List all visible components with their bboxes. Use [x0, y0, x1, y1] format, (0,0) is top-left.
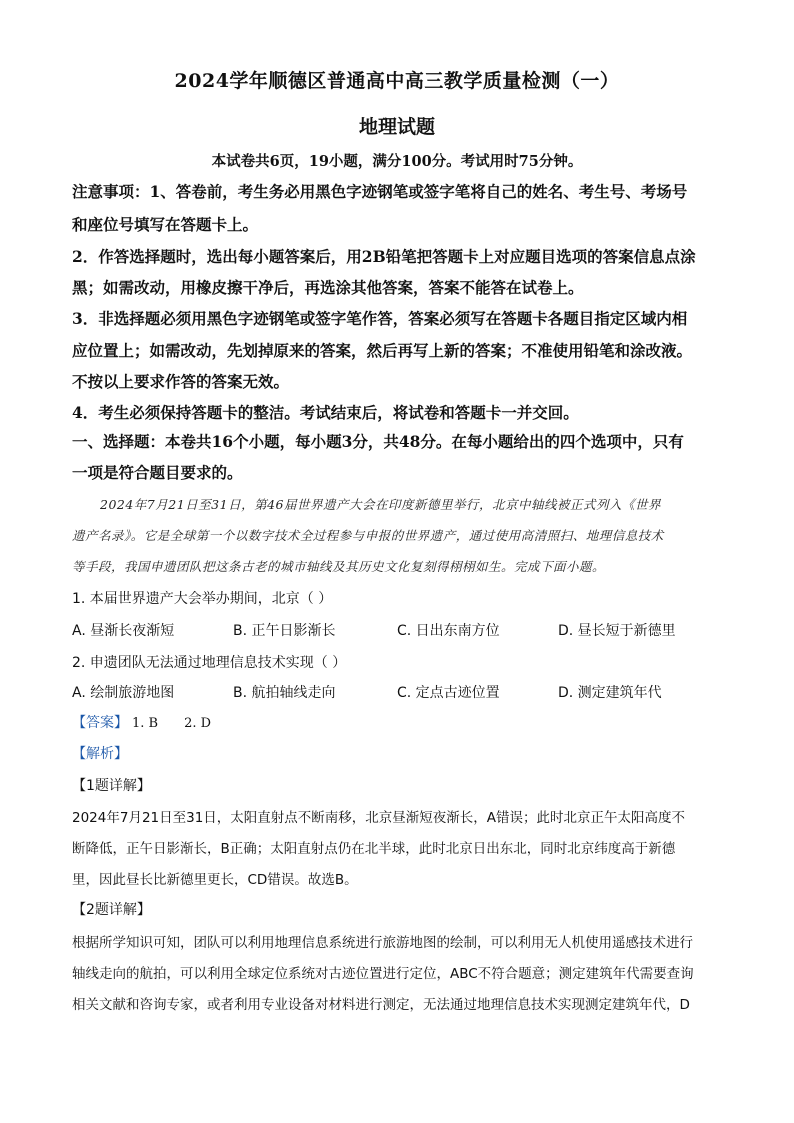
notice-line-5: 3．非选择题必须用黑色字迹钢笔或签字笔作答，答案必须写在答题卡各题目指定区域内相 [72, 309, 688, 328]
detail-2-label: 【2题详解】 [72, 902, 151, 918]
answer-2: 2. D [184, 716, 212, 731]
question-2-option-d: D. 测定建筑年代 [558, 685, 662, 701]
notice-line-2: 和座位号填写在答题卡上。 [72, 215, 259, 234]
notice-line-6: 应位置上；如需改动，先划掉原来的答案，然后再写上新的答案；不准使用铅笔和涂改液。 [72, 341, 693, 360]
answer-label: 【答案】 [72, 715, 128, 731]
answer-row [72, 712, 211, 732]
passage-line-3: 等手段，我国申遗团队把这条古老的城市轴线及其历史文化复刻得栩栩如生。完成下面小题。 [72, 559, 606, 574]
question-1-option-b: B. 正午日影渐长 [233, 623, 336, 639]
notice-line-1: 注意事项：1、答卷前，考生务必用黑色字迹钢笔或签字笔将自己的姓名、考生号、考场号 [72, 182, 688, 201]
question-2-option-b: B. 航拍轴线走向 [233, 685, 336, 701]
analysis-label: 【解析】 [72, 746, 128, 762]
detail-1-line-3: 里，因此昼长比新德里更长，CD错误。故选B。 [72, 872, 358, 888]
question-1-option-d: D. 昼长短于新德里 [558, 623, 676, 639]
passage-line-2: 遗产名录》。它是全球第一个以数字技术全过程参与申报的世界遗产，通过使用高清照扫、地理信息技术 [72, 528, 664, 543]
notice-line-4: 黑；如需改动，用橡皮擦干净后，再选涂其他答案，答案不能答在试卷上。 [72, 278, 584, 297]
question-1-option-a: A. 昼渐长夜渐短 [72, 623, 175, 639]
detail-2-line-2: 轴线走向的航拍，可以利用全球定位系统对古迹位置进行定位，ABC不符合题意；测定建筑年代需要查询 [72, 966, 694, 982]
exam-title: 2024学年顺德区普通高中高三教学质量检测（一） [174, 70, 620, 92]
detail-1-label: 【1题详解】 [72, 778, 151, 794]
question-2-option-a: A. 绘制旅游地图 [72, 685, 175, 701]
detail-2-line-1: 根据所学知识可知，团队可以利用地理信息系统进行旅游地图的绘制，可以利用无人机使用遥感技术进行 [72, 935, 693, 951]
passage-line-1: 2024年7月21日至31日，第46届世界遗产大会在印度新德里举行，北京中轴线被正式列入《世界 [100, 497, 661, 512]
detail-2-line-3: 相关文献和咨询专家，或者利用专业设备对材料进行测定，无法通过地理信息技术实现测定建筑年代，D [72, 997, 690, 1013]
detail-1-line-2: 断降低，正午日影渐长，B正确；太阳直射点仍在北半球，此时北京日出东北，同时北京纬度高于新德 [72, 841, 676, 857]
question-2-option-c: C. 定点古迹位置 [397, 685, 500, 701]
subject-title: 地理试题 [358, 116, 435, 138]
question-1-stem: 1. 本届世界遗产大会举办期间，北京（ ） [72, 591, 333, 607]
question-2-stem: 2. 申遗团队无法通过地理信息技术实现（ ） [72, 655, 347, 671]
detail-1-line-1: 2024年7月21日至31日，太阳直射点不断南移，北京昼渐短夜渐长，A错误；此时北京正午太阳高度不 [72, 810, 686, 826]
section-heading-line-2: 一项是符合题目要求的。 [72, 463, 243, 482]
question-1-option-c: C. 日出东南方位 [397, 623, 500, 639]
notice-line-7: 不按以上要求作答的答案无效。 [72, 372, 290, 391]
exam-info: 本试卷共6页，19小题，满分100分。考试用时75分钟。 [211, 153, 583, 170]
section-heading-line-1: 一、选择题：本卷共16个小题，每小题3分，共48分。在每小题给出的四个选项中，只有 [72, 432, 684, 451]
notice-line-8: 4．考生必须保持答题卡的整洁。考试结束后，将试卷和答题卡一并交回。 [72, 403, 579, 422]
answer-1: 1. B [132, 716, 159, 731]
notice-line-3: 2．作答选择题时，选出每小题答案后，用2B铅笔把答题卡上对应题目选项的答案信息点涂 [72, 247, 696, 266]
